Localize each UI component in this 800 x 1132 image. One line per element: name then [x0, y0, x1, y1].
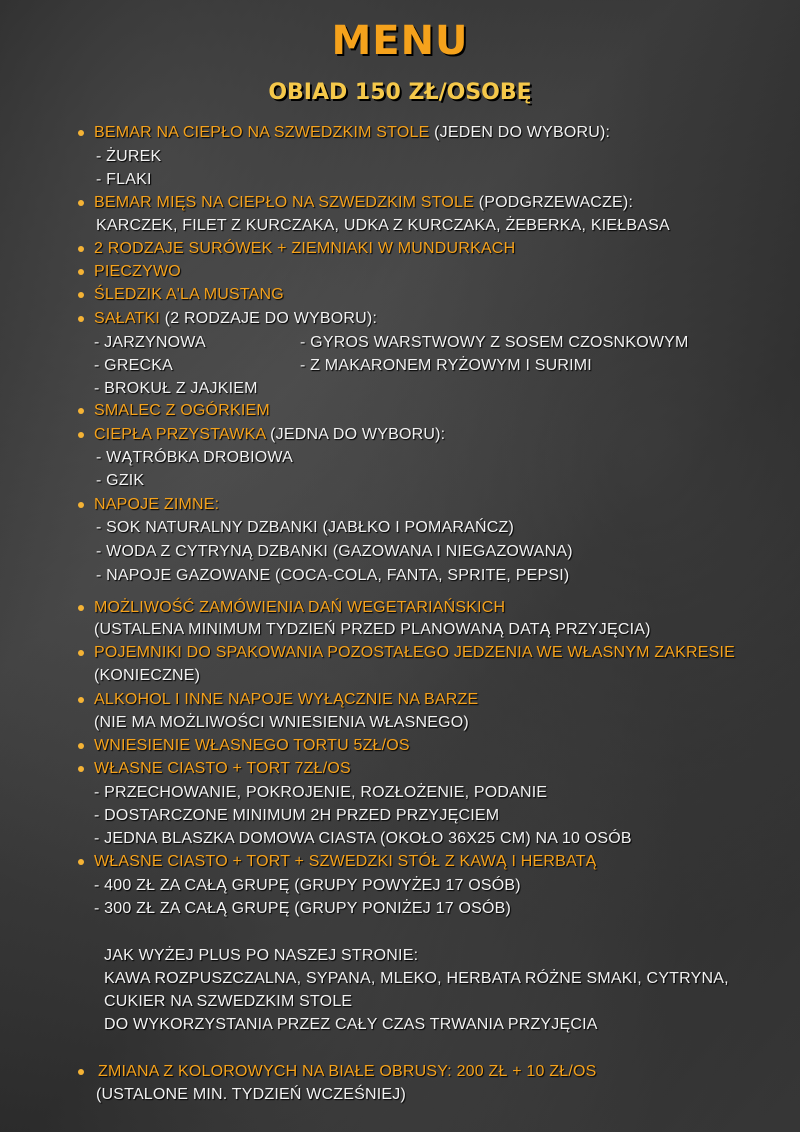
option-line: - 400 ZŁ ZA CAŁĄ GRUPĘ (GRUPY POWYŻEJ 17 OSÓB): [94, 877, 521, 894]
item-szwedzki: WŁASNE CIASTO + TORT + SZWEDZKI STÓŁ Z KAWĄ I HERBATĄ: [94, 853, 597, 870]
item-tort: WNIESIENIE WŁASNEGO TORTU 5ZŁ/OS: [94, 737, 410, 754]
option-line: - PRZECHOWANIE, POKROJENIE, ROZŁOŻENIE, PODANIE: [94, 784, 548, 801]
item-detail: (KONIECZNE): [94, 667, 201, 684]
bullet-icon: [78, 605, 84, 611]
item-salatki: [94, 309, 377, 329]
bullet-icon: [78, 859, 84, 865]
bullet-icon: [78, 316, 84, 322]
item-detail: (USTALONE MIN. TYDZIEŃ WCZEŚNIEJ): [96, 1086, 407, 1103]
item-note: (2 RODZAJE DO WYBORU):: [164, 310, 378, 327]
item-obrusy: ZMIANA Z KOLOROWYCH NA BIAŁE OBRUSY: 200 ZŁ + 10 ZŁ/OS: [98, 1063, 597, 1080]
option-line: - JEDNA BLASZKA DOMOWA CIASTA (OKOŁO 36X25 CM) NA 10 OSÓB: [94, 830, 632, 847]
option-line: - ŻUREK: [96, 148, 162, 165]
bullet-icon: [78, 130, 84, 136]
item-sledzik: ŚLEDZIK A'LA MUSTANG: [94, 286, 284, 303]
option-line: - WODA Z CYTRYNĄ DZBANKI (GAZOWANA I NIEGAZOWANA): [96, 543, 573, 560]
item-smalec: SMALEC Z OGÓRKIEM: [94, 402, 270, 419]
item-napoje: NAPOJE ZIMNE:: [94, 496, 220, 513]
option-line: - SOK NATURALNY DZBANKI (JABŁKO I POMARAŃCZ): [96, 519, 515, 536]
option-line: - DOSTARCZONE MINIMUM 2H PRZED PRZYJĘCIEM: [94, 807, 500, 824]
bullet-icon: [78, 269, 84, 275]
extra-line: KAWA ROZPUSZCZALNA, SYPANA, MLEKO, HERBATA RÓŻNE SMAKI, CYTRYNA,: [104, 970, 729, 987]
item-detail: (NIE MA MOŻLIWOŚCI WNIESIENIA WŁASNEGO): [94, 714, 469, 731]
bullet-icon: [78, 408, 84, 414]
item-detail: (USTALENA MINIMUM TYDZIEŃ PRZED PLANOWANĄ DATĄ PRZYJĘCIA): [94, 621, 651, 638]
option-line: - JARZYNOWA: [94, 334, 206, 351]
bullet-icon: [78, 650, 84, 656]
item-surowki: 2 RODZAJE SURÓWEK + ZIEMNIAKI W MUNDURKACH: [94, 240, 516, 257]
item-note: (JEDNA DO WYBORU):: [270, 426, 446, 443]
option-line: - GRECKA: [94, 357, 173, 374]
bullet-icon: [78, 502, 84, 508]
menu-title: MENU: [331, 18, 469, 64]
item-label: BEMAR NA CIEPŁO NA SZWEDZKIM STOLE: [94, 124, 430, 141]
option-line: - 300 ZŁ ZA CAŁĄ GRUPĘ (GRUPY PONIŻEJ 17 OSÓB): [94, 900, 512, 917]
option-line: - BROKUŁ Z JAJKIEM: [94, 380, 258, 397]
option-line: - WĄTRÓBKA DROBIOWA: [96, 449, 293, 466]
extra-line: CUKIER NA SZWEDZKIM STOLE: [104, 993, 353, 1010]
extra-line: DO WYKORZYSTANIA PRZEZ CAŁY CZAS TRWANIA PRZYJĘCIA: [104, 1016, 598, 1033]
bullet-icon: [78, 743, 84, 749]
item-note: (JEDEN DO WYBORU):: [434, 124, 611, 141]
bullet-icon: [78, 292, 84, 298]
option-line: - GYROS WARSTWOWY Z SOSEM CZOSNKOWYM: [300, 334, 689, 351]
item-label: SAŁATKI: [94, 310, 161, 327]
item-pieczywo: PIECZYWO: [94, 263, 181, 280]
item-label: BEMAR MIĘS NA CIEPŁO NA SZWEDZKIM STOLE: [94, 194, 475, 211]
extra-line: JAK WYŻEJ PLUS PO NASZEJ STRONIE:: [104, 947, 419, 964]
item-detail: KARCZEK, FILET Z KURCZAKA, UDKA Z KURCZAKA, ŻEBERKA, KIEŁBASA: [96, 217, 670, 234]
bullet-icon: [78, 697, 84, 703]
item-label: CIEPŁA PRZYSTAWKA: [94, 426, 266, 443]
option-line: - GZIK: [96, 472, 145, 489]
bullet-icon: [78, 1069, 84, 1075]
item-note: (PODGRZEWACZE):: [478, 194, 634, 211]
item-bemar-miesa: [94, 193, 633, 213]
bullet-icon: [78, 200, 84, 206]
option-line: - NAPOJE GAZOWANE (COCA-COLA, FANTA, SPRITE, PEPSI): [96, 567, 570, 584]
item-ciasto: WŁASNE CIASTO + TORT 7ZŁ/OS: [94, 760, 351, 777]
item-bemar-zupa: [94, 123, 610, 143]
bullet-icon: [78, 766, 84, 772]
bullet-icon: [78, 246, 84, 252]
bullet-icon: [78, 432, 84, 438]
item-wegetarianskie: MOŻLIWOŚĆ ZAMÓWIENIA DAŃ WEGETARIAŃSKICH: [94, 599, 506, 616]
option-line: - FLAKI: [96, 171, 152, 188]
item-przystawka: [94, 425, 445, 445]
menu-subtitle: OBIAD 150 ZŁ/OSOBĘ: [268, 80, 532, 105]
item-alkohol: ALKOHOL I INNE NAPOJE WYŁĄCZNIE NA BARZE: [94, 691, 479, 708]
item-pojemniki: POJEMNIKI DO SPAKOWANIA POZOSTAŁEGO JEDZENIA WE WŁASNYM ZAKRESIE: [94, 644, 736, 661]
option-line: - Z MAKARONEM RYŻOWYM I SURIMI: [300, 357, 592, 374]
